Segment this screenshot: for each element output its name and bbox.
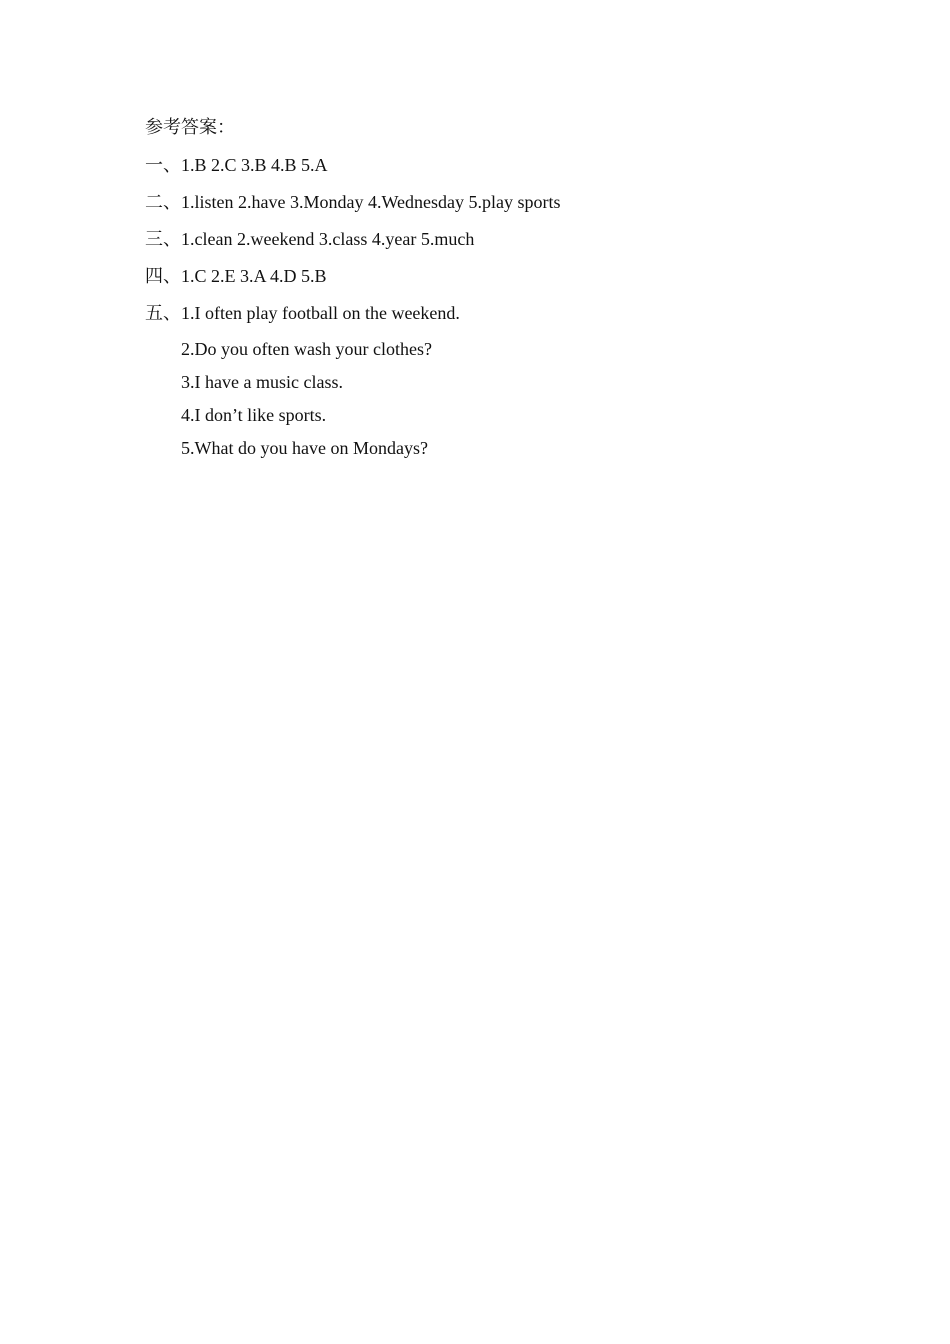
section-4-answers: 四、1.C 2.E 3.A 4.D 5.B [145, 266, 327, 286]
section-2-answers: 二、1.listen 2.have 3.Monday 4.Wednesday 5.play sports [145, 192, 561, 212]
section-5-answer-4: 4.I don’t like sports. [181, 405, 327, 425]
answer-key-title: 参考答案： [145, 117, 235, 137]
section-3-answers: 三、1.clean 2.weekend 3.class 4.year 5.much [145, 229, 475, 249]
section-1-answers: 一、1.B 2.C 3.B 4.B 5.A [145, 155, 328, 175]
section-5-answer-3: 3.I have a music class. [181, 372, 343, 392]
section-5-answer-1: 五、1.I often play football on the weekend. [145, 303, 460, 323]
section-5-answer-5: 5.What do you have on Mondays? [181, 438, 428, 458]
section-5-answer-2: 2.Do you often wash your clothes? [181, 339, 432, 359]
